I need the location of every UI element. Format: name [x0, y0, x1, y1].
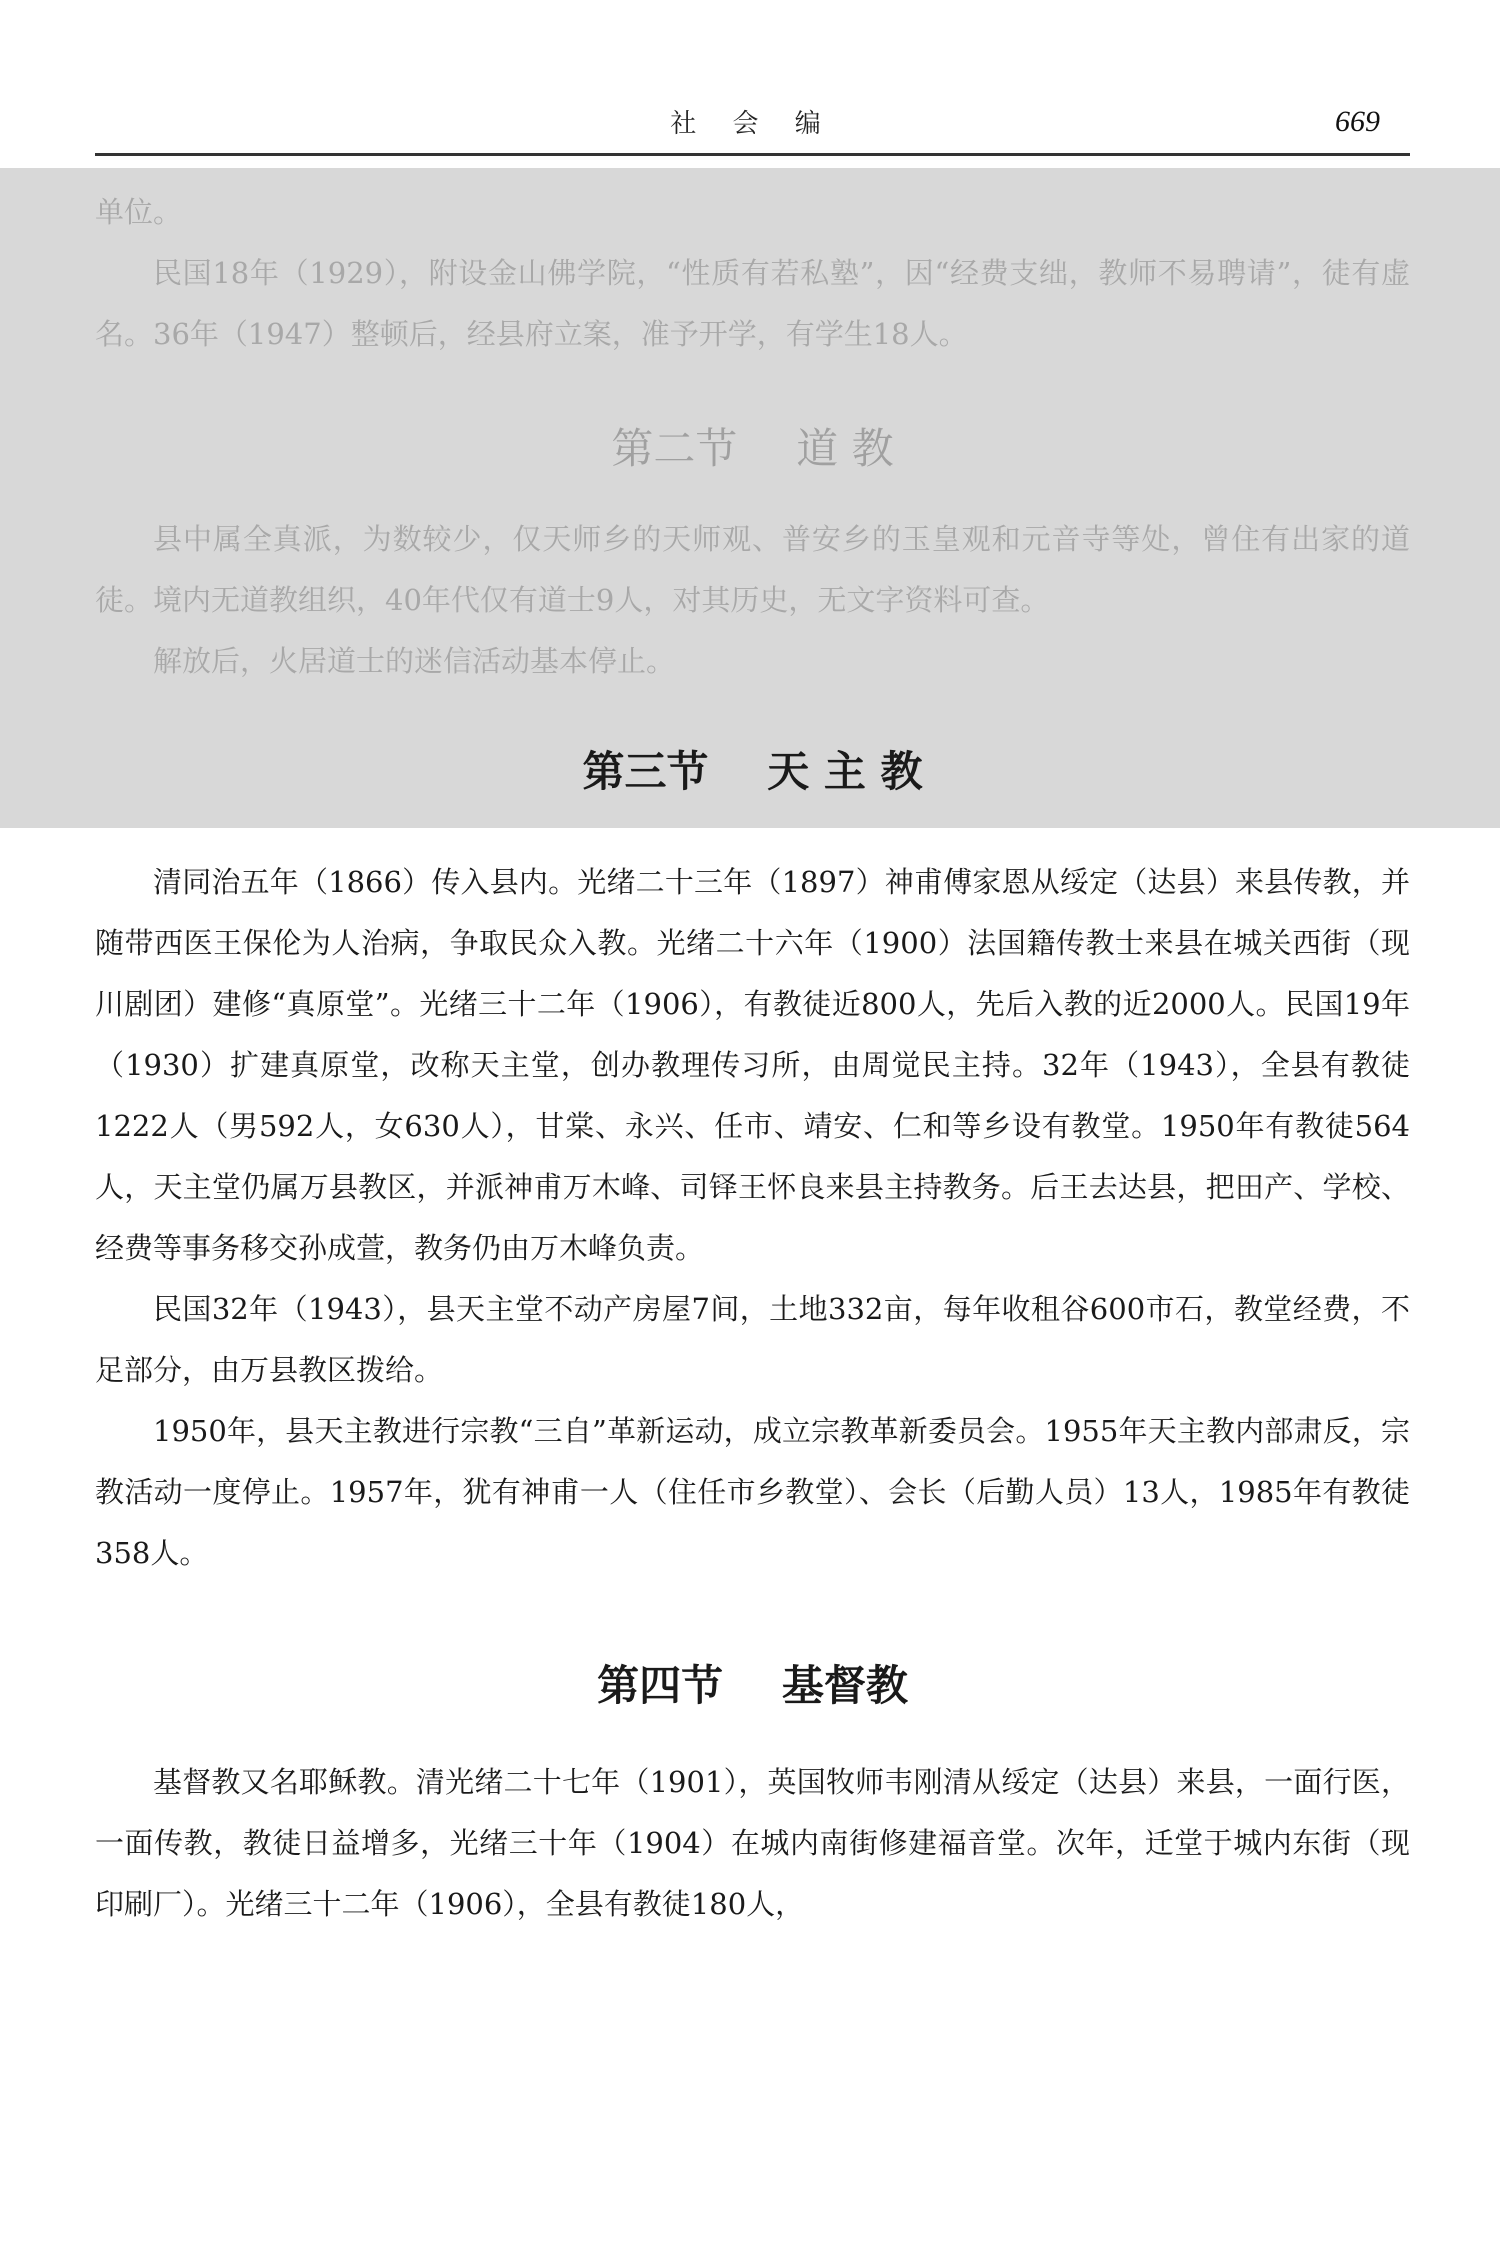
faded-paragraph: 单位。: [95, 195, 183, 229]
faded-band-text: [95, 182, 1410, 692]
faded-paragraph: 县中属全真派，为数较少，仅天师乡的天师观、普安乡的玉皇观和元音寺等处，曾住有出家的道徒。境内无道教组织，40年代仅有道士9人，对其历史，无文字资料可查。: [95, 522, 1410, 617]
body-paragraph: 1950年，县天主教进行宗教“三自”革新运动，成立宗教革新委员会。1955年天主教内部肃反，宗教活动一度停止。1957年，犹有神甫一人（住任市乡教堂）、会长（后勤人员）13人，1985年有教徒358人。: [95, 1414, 1410, 1570]
page-content: [95, 182, 1410, 1935]
section-3-heading: [95, 742, 1410, 802]
section-2-number: 第二节: [611, 424, 738, 473]
section-2-name: 道 教: [796, 424, 894, 473]
body-paragraph: 民国32年（1943），县天主堂不动产房屋7间，土地332亩，每年收租谷600市石，教堂经费，不足部分，由万县教区拨给。: [95, 1292, 1410, 1387]
section-3-number: 第三节: [582, 747, 709, 796]
faded-paragraph: 解放后，火居道士的迷信活动基本停止。: [153, 644, 676, 678]
section-4-heading: [95, 1656, 1410, 1716]
section-2-heading: [95, 419, 1410, 479]
page-number: 669: [1335, 105, 1380, 138]
body-paragraph: 清同治五年（1866）传入县内。光绪二十三年（1897）神甫傅家恩从绥定（达县）来县传教，并随带西医王保伦为人治病，争取民众入教。光绪二十六年（1900）法国籍传教士来县在城关西街（现川剧团）建修“真原堂”。光绪三十二年（1906），有教徒近800人，先后入教的近2000人。民国19年（1930）扩建真原堂，改称天主堂，创办教理传习所，由周觉民主持。32年（1943），全县有教徒1222人（男592人，女630人），甘棠、永兴、任市、靖安、仁和等乡设有教堂。1950年有教徒564人，天主堂仍属万县教区，并派神甫万木峰、司铎王怀良来县主持教务。后王去达县，把田产、学校、经费等事务移交孙成萱，教务仍由万木峰负责。: [95, 865, 1410, 1265]
header-rule: [95, 153, 1410, 156]
running-title: 社 会 编: [670, 109, 835, 139]
section-4-name: 基督教: [781, 1661, 908, 1710]
page-header: [95, 95, 1410, 165]
body-paragraph: 基督教又名耶稣教。清光绪二十七年（1901），英国牧师韦刚清从绥定（达县）来县，一面行医，一面传教，教徒日益增多，光绪三十年（1904）在城内南街修建福音堂。次年，迁堂于城内东街（现印刷厂）。光绪三十二年（1906），全县有教徒180人，: [95, 1765, 1410, 1921]
section-4-number: 第四节: [597, 1661, 724, 1710]
faded-paragraph: 民国18年（1929），附设金山佛学院，“性质有若私塾”，因“经费支绌，教师不易聘请”，徒有虚名。36年（1947）整顿后，经县府立案，准予开学，有学生18人。: [95, 256, 1410, 351]
section-3-name: 天 主 教: [767, 747, 923, 796]
